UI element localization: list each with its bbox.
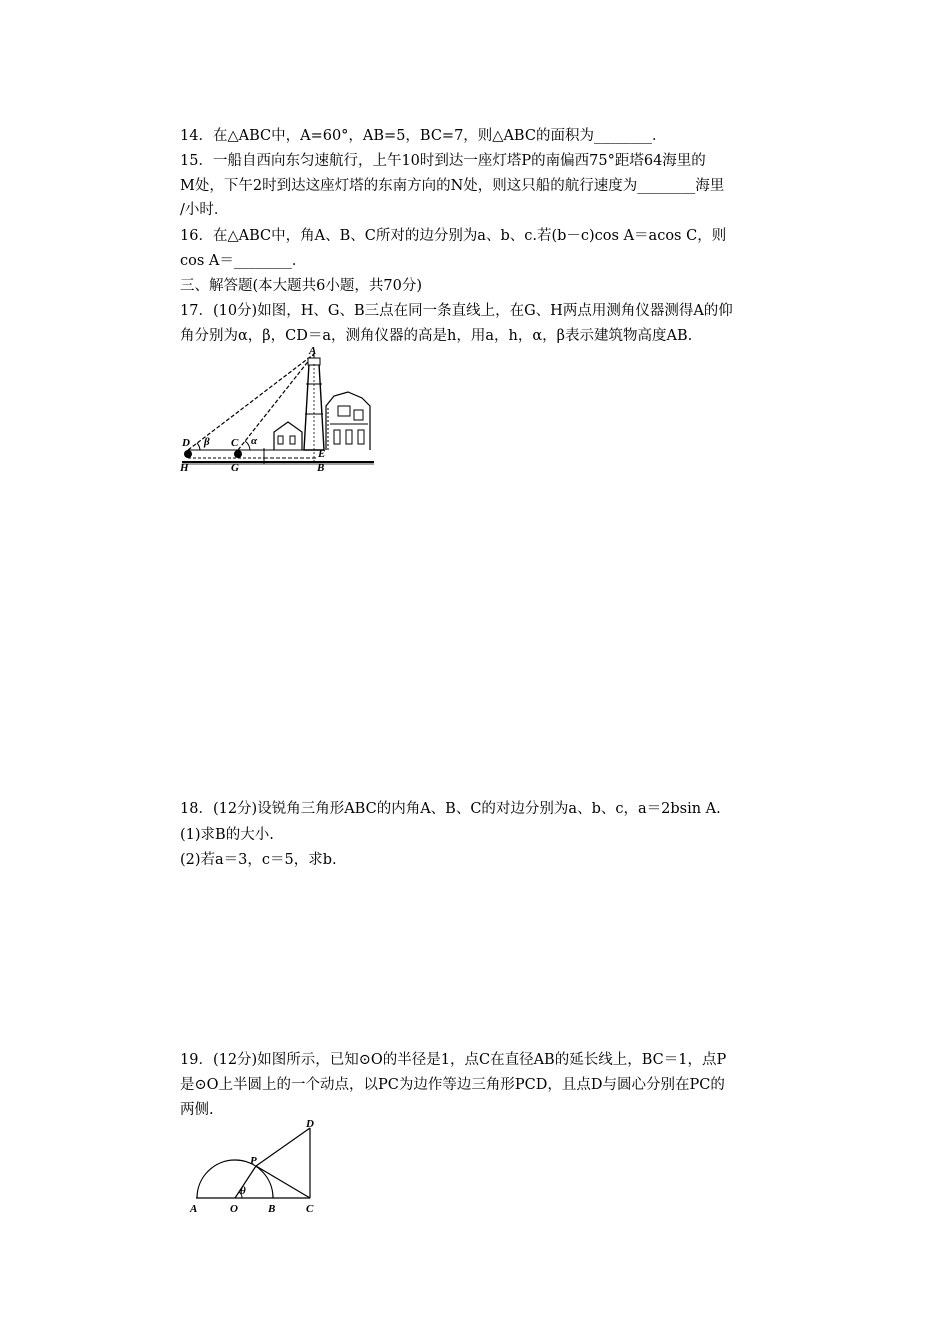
fig19-label-C: C [306, 1203, 314, 1215]
question-19-line-1: 19．(12分)如图所示，已知⊙O的半径是1，点C在直径AB的延长线上，BC＝1，点P [180, 1052, 727, 1068]
question-15-line-1: 15．一船自西向东匀速航行，上午10时到达一座灯塔P的南偏西75°距塔64海里的 [180, 153, 706, 169]
fig19-label-O: O [230, 1203, 238, 1215]
question-16-line-1: 16．在△ABC中，角A、B、C所对的边分别为a、b、c.若(b－c)cos A＝acos C，则 [180, 228, 727, 244]
figure-17-diagram [178, 344, 378, 474]
fig19-label-B: B [268, 1203, 276, 1215]
question-18-line-1: 18．(12分)设锐角三角形ABC的内角A、B、C的对边分别为a、b、c，a＝2bsin A. [180, 801, 721, 817]
fig19-label-D: D [306, 1118, 314, 1130]
fig17-label-alpha: α [251, 435, 258, 447]
question-19-line-3: 两侧. [180, 1102, 214, 1118]
fig17-label-B: B [317, 462, 325, 474]
question-16-line-2: cos A＝________． [180, 253, 307, 269]
question-17-line-1: 17．(10分)如图，H、G、B三点在同一条直线上，在G、H两点用测角仪器测得A的仰 [180, 303, 733, 319]
fig17-label-G: G [231, 462, 239, 474]
question-19-line-2: 是⊙O上半圆上的一个动点，以PC为边作等边三角形PCD，且点D与圆心分别在PC的 [180, 1077, 725, 1093]
fig17-label-D: D [182, 437, 190, 449]
fig19-label-A: A [190, 1203, 198, 1215]
fig17-label-C: C [231, 437, 239, 449]
fig19-label-theta: θ [240, 1185, 246, 1197]
question-18-line-2: (1)求B的大小. [180, 827, 274, 843]
fig17-label-A: A [309, 345, 317, 357]
question-14: 14．在△ABC中，A=60°，AB=5，BC=7，则△ABC的面积为________． [180, 128, 667, 144]
fig17-label-beta: β [204, 436, 210, 448]
figure-19-diagram [180, 1118, 330, 1218]
fig17-label-H: H [180, 462, 189, 474]
question-15-line-3: /小时． [180, 202, 229, 218]
question-17-line-2: 角分别为α，β，CD＝a，测角仪器的高是h，用a，h，α，β表示建筑物高度AB. [180, 328, 693, 344]
fig17-label-E: E [318, 448, 326, 460]
section-3-heading: 三、解答题(本大题共6小题，共70分) [180, 278, 422, 294]
question-18-line-3: (2)若a＝3，c＝5，求b. [180, 852, 337, 868]
question-15-line-2: M处，下午2时到达这座灯塔的东南方向的N处，则这只船的航行速度为________海里 [180, 178, 725, 194]
fig19-label-P: P [250, 1155, 257, 1167]
